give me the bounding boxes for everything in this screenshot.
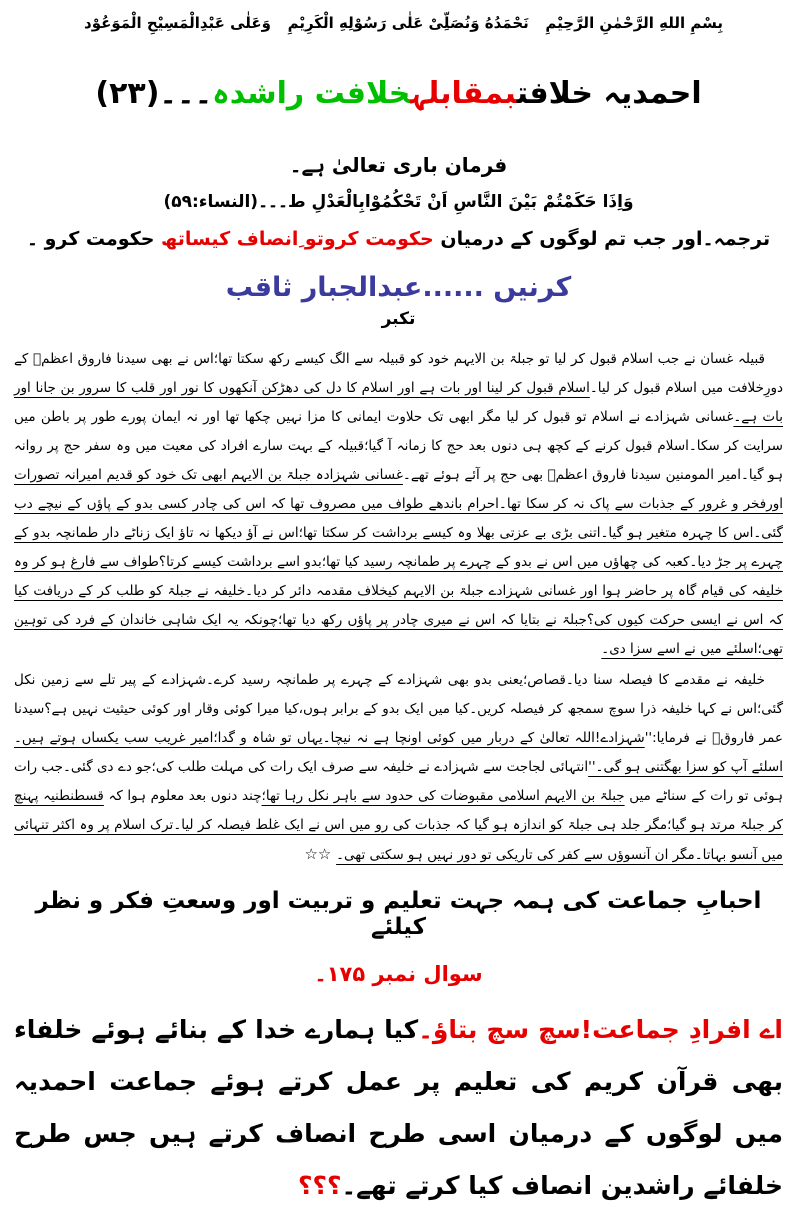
quran-verse: وَاِذَا حَكَمْتُمْ بَيْنَ النَّاسِ اَنْ تَحْكُمُوْابِالْعَدْلِ ط۔۔۔(النساء:۵۹) <box>163 192 634 212</box>
article-title: احمدیہ خلافتبمقابلہخلافت راشدہ۔۔۔(۲۳) <box>95 76 702 111</box>
footer-subtitle: احبابِ جماعت کی ہمہ جہت تعلیم و تربیت اور وسعتِ فکر و نظر کیلئے <box>35 888 762 940</box>
bismillah-left-text: وَعَلٰى عَبْدِالْمَسِيْحِ الْمَوَعُوْد <box>84 14 271 32</box>
body-paragraph-2: خلیفہ نے مقدمے کا فیصلہ سنا دیا۔قصاص؛یعنی بدو بھی شہزادے کے چہرے پر طمانچہ رسید کرے۔شہزادے کے پیر تلے سے زمین نکل گئی؛اس نے کہا خلیفہ ذرا سوچ سمجھ کر فیصلہ کریں۔کیا میں ایک بدو کے برابر ہوں،کیا میرا کوئی وقار اور کوئی حیثیت نہیں ہے؟سیدنا عمر فاروقؓ نے فرمایا:''شہزادے!اللہ تعالیٰ کے دربار میں کوئی اونچا ہے نہ نیچا۔یہاں تو شاہ و گدا؛امیر غریب سب یکساں ہوتے ہیں۔اسلئے آپ کو سزا بھگتنی ہو گی۔''انتہائی لجاجت سے شہزادے نے خلیفہ سے صرف ایک رات کی مہلت طلب کی؛جو دے دی گئی۔جب رات ہوئی تو رات کے سناٹے میں جبلۃ بن الایہم اسلامی مقبوضات کی حدود سے باہر نکل رہا تھا؛چند دنوں بعد معلوم ہوا کہ قسطنطنیہ پہنچ کر جبلۃ مرتد ہو گیا؛مگر جلد ہی جبلۃ کو اندازہ ہو گیا کہ جذبات کی رو میں اس نے ایک غلط فیصلہ کر لیا۔ترک اسلام پر وہ اکثر تنہائی میں آنسو بہاتا۔مگر ان آنسوؤں سے کفر کی تاریکی تو دور نہیں ہو سکتی تھی۔ ☆☆ <box>14 672 783 863</box>
body-paragraph-1: قبیلہ غسان نے جب اسلام قبول کر لیا تو جبلۃ بن الایہم خود کو قبیلہ سے الگ کیسے رکھ سکتا تھا؛اس نے بھی سیدنا فاروق اعظمؓ کے دورِخلافت میں اسلام قبول کر لیا۔اسلام قبول کر لینا اور بات ہے اور اسلام کا دل کی دھڑکن آنکھوں کا نور اور قلب کا سرور بن جانا اور بات ہے۔غسانی شہزادے نے اسلام تو قبول کر لیا مگر ابھی تک حلاوت ایمانی کا مزا نہیں چکھا تھا اور نہ ایمان پورے طور پر باطن میں سرایت کر سکا۔اسلام قبول کرنے کے کچھ ہی دنوں بعد حج کا زمانہ آ گیا؛قبیلہ کے بہت سارے افراد کی معیت میں وہ سفر حج پر روانہ ہو گیا۔امیر المومنین سیدنا فاروق اعظمؓ بھی حج پر آئے ہوئے تھے۔غسانی شہزادہ جبلۃ بن الایہم ابھی تک خود کو قدیم امیرانہ تصورات اورفخر و غرور کے جذبات سے پاک نہ کر سکا تھا۔احرام باندھے طواف میں مصروف تھا کہ اس کی چادر کسی بدو کے پاؤں کے نیچے دب گئی۔اس کا چہرہ متغیر ہو گیا۔اتنی بڑی بے عزتی بھلا وہ کیسے برداشت کر سکتا تھا؛اس نے آؤ دیکھا نہ تاؤ ایک زناٹے دار طمانچہ بدو کے چہرے پر جڑ دیا۔کعبہ کی چھاؤں میں اس نے بدو کے چہرے پر طمانچہ رسید کیا تھا؛بدو اسے برداشت کیسے کرتا؟طواف سے فارغ ہو کر وہ خلیفہ کی قیام گاہ پر حاضر ہوا اور غسانی شہزادے جبلۃ بن الایہم کیخلاف مقدمہ دائر کر دیا۔خلیفہ نے جبلۃ کو طلب کر کے دریافت کیا کہ اس نے ایسی حرکت کیوں کی؟جبلۃ نے بتایا کہ اس نے میری چادر پر پاؤں رکھ دیا تھا؛چونکہ یہ ایک شاہی خاندان کے فرد کی توہین تھی؛اسلئے میں نے اسے سزا دی۔ <box>14 351 784 657</box>
author-byline: کرنیں ......عبدالجبار ثاقب <box>225 272 572 303</box>
question-number: سوال نمبر ۱۷۵۔ <box>314 962 483 986</box>
farman-heading: فرمان باری تعالیٰ ہے۔ <box>289 153 508 177</box>
bismillah-center-text: نَحْمَدُهُ وَنُصَلِّىْ عَلٰى رَسُوْلِهِ الْكَرِيْمِ <box>287 14 529 32</box>
topic-word: تکبر <box>381 309 416 329</box>
question-text: اے افرادِ جماعت!سچ سچ بتاؤ۔کیا ہمارے خدا کے بنائے ہوئے خلفاء بھی قرآن کریم کی تعلیم پر عمل کرتے ہوئے جماعت احمدیہ میں لوگوں کے درمیان اسی طرح انصاف کرتے ہیں جس طرح خلفائے راشدین انصاف کیا کرتے تھے۔؟؟؟ <box>14 1015 783 1200</box>
verse-translation: ترجمہ۔اور جب تم لوگوں کے درمیان حکومت کروتو ِانصاف کیساتھ حکومت کرو ۔ <box>26 228 771 250</box>
article-body <box>14 345 783 870</box>
bismillah-right-text: بِسْمِ اللهِ الرَّحْمٰنِ الرَّحِيْمِ <box>545 14 723 32</box>
bismillah-header <box>14 6 783 32</box>
